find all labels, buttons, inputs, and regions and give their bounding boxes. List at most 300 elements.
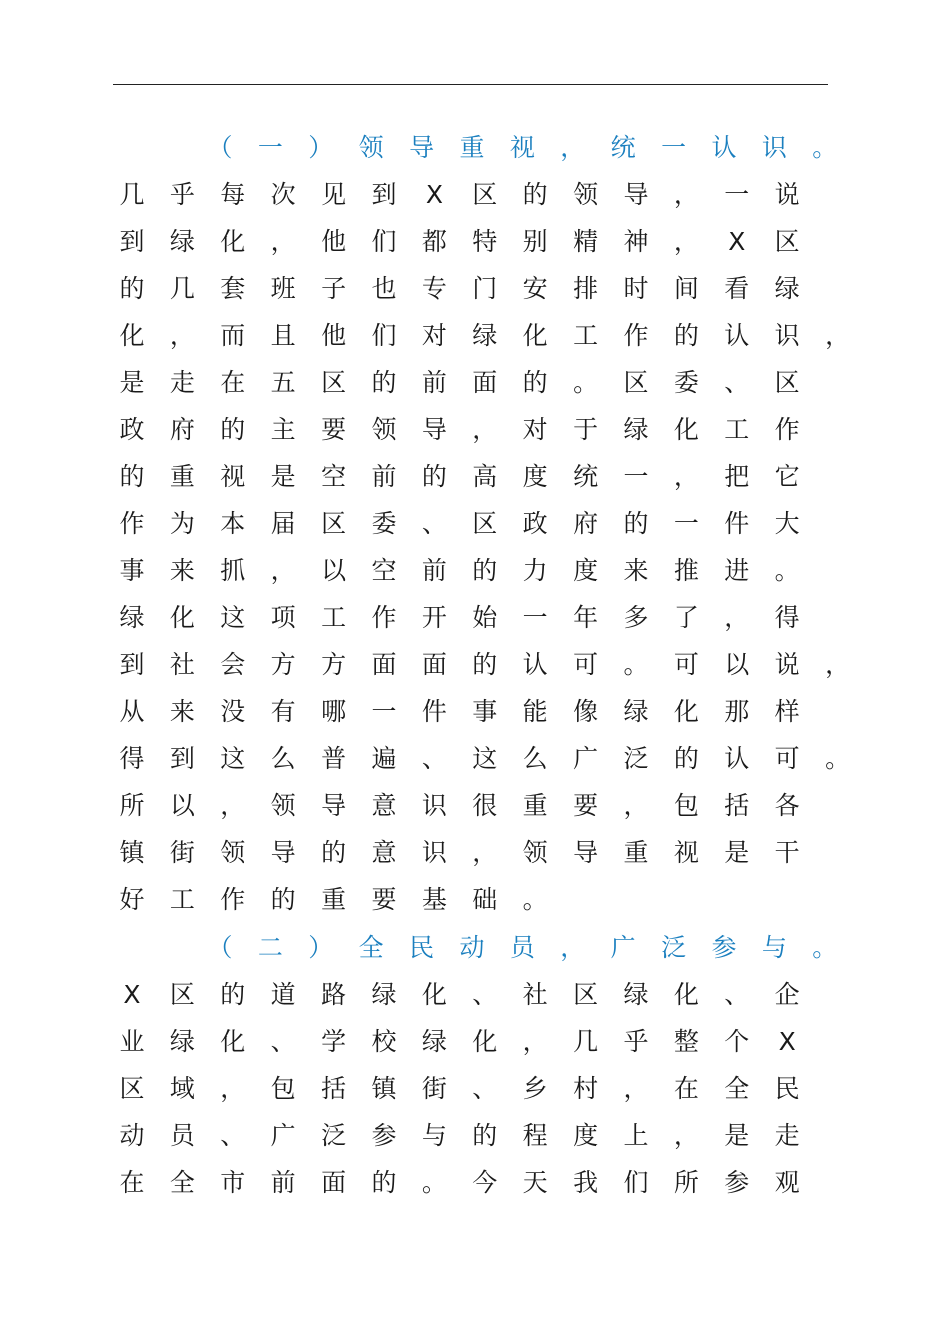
text-char: 天: [522, 1168, 548, 1197]
text-char: 员: [509, 933, 535, 962]
text-char: 区: [573, 980, 599, 1009]
text-char: 广: [270, 1121, 296, 1150]
text-char: 重: [321, 885, 347, 914]
text-char: 的: [270, 885, 296, 914]
text-char: 度: [573, 556, 599, 585]
text-char: 普: [321, 744, 347, 773]
text-char: 的: [371, 1168, 397, 1197]
text-char: 排: [573, 274, 599, 303]
text-char: 绿: [774, 274, 800, 303]
text-char: 每: [220, 180, 246, 209]
text-char: ，: [673, 180, 699, 209]
text-char: 们: [371, 227, 397, 256]
text-char: 主: [270, 415, 296, 444]
text-char: 乡: [522, 1074, 548, 1103]
text-char: 神: [623, 227, 649, 256]
text-char: 参: [371, 1121, 397, 1150]
text-char: 市: [220, 1168, 246, 1197]
text-char: （: [207, 933, 233, 962]
text-char: 区: [472, 180, 498, 209]
text-char: 化: [673, 697, 699, 726]
text-char: 了: [673, 603, 699, 632]
text-char: 作: [371, 603, 397, 632]
text-char: 工: [321, 603, 347, 632]
text-char: 面: [371, 650, 397, 679]
text-char: 泛: [661, 933, 687, 962]
text-char: 都: [421, 227, 447, 256]
text-char: 这: [472, 744, 498, 773]
text-char: 遍: [371, 744, 397, 773]
text-char: 绿: [421, 1027, 447, 1056]
text-char: 整: [673, 1027, 699, 1056]
text-char: 工: [573, 321, 599, 350]
text-char: 走: [169, 368, 195, 397]
text-char: 这: [220, 744, 246, 773]
text-char: 在: [673, 1074, 699, 1103]
text-char: 识: [421, 791, 447, 820]
text-char: 领: [358, 133, 384, 162]
text-char: 的: [472, 1121, 498, 1150]
text-char: 领: [573, 180, 599, 209]
text-char: 全: [724, 1074, 750, 1103]
text-char: 到: [119, 227, 145, 256]
text-char: 基: [421, 885, 447, 914]
text-char: 的: [220, 980, 246, 1009]
text-char: 面: [321, 1168, 347, 1197]
text-char: 没: [220, 697, 246, 726]
text-char: 街: [421, 1074, 447, 1103]
text-char: 二: [257, 933, 283, 962]
text-char: 是: [119, 368, 145, 397]
text-char: 全: [358, 933, 384, 962]
text-char: 政: [119, 415, 145, 444]
text-char: 区: [472, 509, 498, 538]
text-char: 的: [421, 462, 447, 491]
text-char: 可: [673, 650, 699, 679]
text-char: 说: [774, 650, 800, 679]
text-char: 村: [573, 1074, 599, 1103]
text-char: 绿: [169, 227, 195, 256]
text-char: ，: [825, 321, 851, 350]
text-char: ，: [560, 133, 586, 162]
text-char: 镇: [371, 1074, 397, 1103]
text-char: 度: [522, 462, 548, 491]
text-char: 导: [421, 415, 447, 444]
text-char: 为: [169, 509, 195, 538]
text-char: ，: [673, 227, 699, 256]
text-char: 泛: [623, 744, 649, 773]
text-char: 那: [724, 697, 750, 726]
text-char: 的: [472, 556, 498, 585]
text-char: 所: [673, 1168, 699, 1197]
text-char: 说: [774, 180, 800, 209]
text-char: 道: [270, 980, 296, 1009]
text-char: 会: [220, 650, 246, 679]
text-char: 在: [220, 368, 246, 397]
text-char: 员: [169, 1121, 195, 1150]
text-char: ，: [220, 1074, 246, 1103]
text-char: ，: [623, 791, 649, 820]
text-char: 认: [522, 650, 548, 679]
text-char: 从: [119, 697, 145, 726]
text-char: 进: [724, 556, 750, 585]
text-char: X: [123, 980, 141, 1009]
text-char: 特: [472, 227, 498, 256]
text-char: 于: [573, 415, 599, 444]
text-char: 子: [321, 274, 347, 303]
text-char: 的: [321, 838, 347, 867]
text-char: 套: [220, 274, 246, 303]
text-char: 业: [119, 1027, 145, 1056]
text-char: 绿: [472, 321, 498, 350]
text-char: 它: [774, 462, 800, 491]
text-char: 视: [673, 838, 699, 867]
text-char: 他: [321, 321, 347, 350]
text-char: ，: [472, 838, 498, 867]
text-char: 一: [371, 697, 397, 726]
text-char: 年: [573, 603, 599, 632]
text-char: 重: [522, 791, 548, 820]
text-char: 括: [724, 791, 750, 820]
text-char: 认: [724, 744, 750, 773]
text-char: 精: [573, 227, 599, 256]
text-char: 前: [270, 1168, 296, 1197]
text-char: 到: [371, 180, 397, 209]
text-char: 导: [573, 838, 599, 867]
text-char: 一: [257, 133, 283, 162]
text-char: 府: [169, 415, 195, 444]
text-char: 绿: [169, 1027, 195, 1056]
text-char: 区: [774, 227, 800, 256]
text-char: 区: [774, 368, 800, 397]
text-char: ，: [522, 1027, 548, 1056]
text-char: 么: [522, 744, 548, 773]
text-char: 校: [371, 1027, 397, 1056]
text-char: 化: [421, 980, 447, 1009]
text-char: 好: [119, 885, 145, 914]
text-char: 面: [472, 368, 498, 397]
text-char: 作: [623, 321, 649, 350]
text-char: ）: [308, 933, 334, 962]
text-char: 多: [623, 603, 649, 632]
text-char: 度: [573, 1121, 599, 1150]
text-char: 面: [421, 650, 447, 679]
text-char: 方: [270, 650, 296, 679]
text-char: 、: [421, 744, 447, 773]
text-char: 路: [321, 980, 347, 1009]
text-char: ，: [825, 650, 851, 679]
text-char: 化: [119, 321, 145, 350]
text-char: 意: [371, 838, 397, 867]
text-char: 是: [270, 462, 296, 491]
text-char: 五: [270, 368, 296, 397]
text-char: 导: [321, 791, 347, 820]
text-char: 。: [812, 133, 838, 162]
text-char: 得: [774, 603, 800, 632]
text-char: 意: [371, 791, 397, 820]
text-char: 的: [119, 462, 145, 491]
text-char: 大: [774, 509, 800, 538]
text-char: 要: [573, 791, 599, 820]
text-char: 门: [472, 274, 498, 303]
text-char: 事: [472, 697, 498, 726]
text-char: 领: [522, 838, 548, 867]
text-char: 领: [371, 415, 397, 444]
text-char: 来: [169, 556, 195, 585]
text-char: 空: [371, 556, 397, 585]
text-char: 区: [623, 368, 649, 397]
text-char: 、: [421, 509, 447, 538]
text-char: 可: [573, 650, 599, 679]
text-char: 届: [270, 509, 296, 538]
text-char: 的: [673, 321, 699, 350]
text-char: 几: [119, 180, 145, 209]
text-char: 样: [774, 697, 800, 726]
text-char: 件: [421, 697, 447, 726]
text-char: 项: [270, 603, 296, 632]
text-char: 他: [321, 227, 347, 256]
text-char: 件: [724, 509, 750, 538]
text-char: 能: [522, 697, 548, 726]
text-char: ，: [270, 227, 296, 256]
text-char: 绿: [623, 415, 649, 444]
text-char: 今: [472, 1168, 498, 1197]
text-char: 政: [522, 509, 548, 538]
text-char: 么: [270, 744, 296, 773]
text-char: 很: [472, 791, 498, 820]
text-char: 视: [509, 133, 535, 162]
text-char: 与: [421, 1121, 447, 1150]
text-char: 看: [724, 274, 750, 303]
text-char: 统: [573, 462, 599, 491]
text-char: ，: [623, 1074, 649, 1103]
text-char: 作: [220, 885, 246, 914]
text-char: 区: [169, 980, 195, 1009]
text-char: 别: [522, 227, 548, 256]
header-rule: [113, 84, 828, 85]
text-char: 导: [270, 838, 296, 867]
text-char: 包: [270, 1074, 296, 1103]
text-char: 有: [270, 697, 296, 726]
text-char: 抓: [220, 556, 246, 585]
text-char: 化: [673, 415, 699, 444]
text-char: 、: [270, 1027, 296, 1056]
text-char: 要: [371, 885, 397, 914]
text-char: 这: [220, 603, 246, 632]
text-char: 民: [409, 933, 435, 962]
text-char: 识: [421, 838, 447, 867]
text-char: 广: [610, 933, 636, 962]
text-char: 委: [371, 509, 397, 538]
text-char: 、: [472, 1074, 498, 1103]
text-char: 动: [119, 1121, 145, 1150]
text-char: 一: [623, 462, 649, 491]
text-char: 空: [321, 462, 347, 491]
text-char: 包: [673, 791, 699, 820]
text-char: 班: [270, 274, 296, 303]
text-char: 推: [673, 556, 699, 585]
text-char: 到: [119, 650, 145, 679]
text-char: ）: [308, 133, 334, 162]
text-char: 府: [573, 509, 599, 538]
text-char: X: [778, 1027, 796, 1056]
text-char: ，: [472, 415, 498, 444]
text-char: 作: [774, 415, 800, 444]
text-char: 以: [724, 650, 750, 679]
text-char: ，: [673, 462, 699, 491]
text-char: 。: [421, 1168, 447, 1197]
text-char: 化: [673, 980, 699, 1009]
text-char: 间: [673, 274, 699, 303]
text-char: 的: [522, 180, 548, 209]
text-char: 事: [119, 556, 145, 585]
text-char: 参: [724, 1168, 750, 1197]
text-char: 绿: [623, 980, 649, 1009]
text-char: 是: [724, 838, 750, 867]
text-char: 的: [522, 368, 548, 397]
text-char: 识: [774, 321, 800, 350]
text-char: 础: [472, 885, 498, 914]
text-char: 专: [421, 274, 447, 303]
text-char: 工: [724, 415, 750, 444]
text-char: 重: [623, 838, 649, 867]
text-char: 的: [472, 650, 498, 679]
text-char: 干: [774, 838, 800, 867]
text-char: 前: [371, 462, 397, 491]
text-char: 要: [321, 415, 347, 444]
text-char: 。: [825, 744, 851, 773]
text-char: 绿: [623, 697, 649, 726]
text-char: 的: [220, 415, 246, 444]
text-char: 参: [711, 933, 737, 962]
text-char: X: [728, 227, 746, 256]
text-char: 委: [673, 368, 699, 397]
text-char: 。: [573, 368, 599, 397]
text-char: 化: [169, 603, 195, 632]
text-char: 括: [321, 1074, 347, 1103]
text-char: 一: [661, 133, 687, 162]
text-char: 上: [623, 1121, 649, 1150]
text-char: 来: [623, 556, 649, 585]
text-char: 时: [623, 274, 649, 303]
text-char: 安: [522, 274, 548, 303]
text-char: 前: [421, 556, 447, 585]
text-char: 的: [673, 744, 699, 773]
text-char: 走: [774, 1121, 800, 1150]
text-char: 方: [321, 650, 347, 679]
text-char: 哪: [321, 697, 347, 726]
text-char: 们: [623, 1168, 649, 1197]
text-char: 域: [169, 1074, 195, 1103]
text-char: 绿: [371, 980, 397, 1009]
text-char: 社: [169, 650, 195, 679]
text-char: 且: [270, 321, 296, 350]
text-char: 力: [522, 556, 548, 585]
text-char: 化: [220, 227, 246, 256]
text-char: 对: [421, 321, 447, 350]
text-char: 所: [119, 791, 145, 820]
text-char: 也: [371, 274, 397, 303]
text-char: 工: [169, 885, 195, 914]
text-char: 。: [522, 885, 548, 914]
text-char: ，: [270, 556, 296, 585]
text-char: 可: [774, 744, 800, 773]
text-char: 的: [119, 274, 145, 303]
text-char: 、: [472, 980, 498, 1009]
text-char: 始: [472, 603, 498, 632]
text-char: 像: [573, 697, 599, 726]
text-char: 一: [673, 509, 699, 538]
text-char: 前: [421, 368, 447, 397]
text-char: 在: [119, 1168, 145, 1197]
text-char: 全: [169, 1168, 195, 1197]
text-char: 开: [421, 603, 447, 632]
text-char: 本: [220, 509, 246, 538]
text-char: 个: [724, 1027, 750, 1056]
text-char: 见: [321, 180, 347, 209]
text-char: 。: [812, 933, 838, 962]
text-char: 重: [169, 462, 195, 491]
text-char: 作: [119, 509, 145, 538]
text-char: ，: [220, 791, 246, 820]
text-char: （: [207, 133, 233, 162]
text-char: 、: [220, 1121, 246, 1150]
text-char: 观: [774, 1168, 800, 1197]
text-char: 高: [472, 462, 498, 491]
text-char: 、: [724, 368, 750, 397]
text-char: 认: [724, 321, 750, 350]
text-char: 街: [169, 838, 195, 867]
text-char: 一: [522, 603, 548, 632]
text-char: 几: [169, 274, 195, 303]
text-char: ，: [169, 321, 195, 350]
text-char: 几: [573, 1027, 599, 1056]
text-char: 各: [774, 791, 800, 820]
text-char: 识: [761, 133, 787, 162]
text-char: 、: [724, 980, 750, 1009]
text-char: 企: [774, 980, 800, 1009]
text-char: 到: [169, 744, 195, 773]
text-char: 次: [270, 180, 296, 209]
text-char: 视: [220, 462, 246, 491]
text-char: 与: [761, 933, 787, 962]
text-char: 领: [220, 838, 246, 867]
text-char: 镇: [119, 838, 145, 867]
text-char: 是: [724, 1121, 750, 1150]
text-char: ，: [560, 933, 586, 962]
text-char: 泛: [321, 1121, 347, 1150]
text-char: 领: [270, 791, 296, 820]
text-char: 我: [573, 1168, 599, 1197]
text-char: 得: [119, 744, 145, 773]
text-char: 化: [220, 1027, 246, 1056]
text-char: 以: [169, 791, 195, 820]
text-char: 认: [711, 133, 737, 162]
text-char: 的: [623, 509, 649, 538]
text-char: 绿: [119, 603, 145, 632]
text-char: 化: [522, 321, 548, 350]
text-char: ，: [673, 1121, 699, 1150]
text-char: ，: [724, 603, 750, 632]
text-char: 乎: [623, 1027, 649, 1056]
text-char: 统: [610, 133, 636, 162]
text-char: 社: [522, 980, 548, 1009]
text-char: 程: [522, 1121, 548, 1150]
text-char: 而: [220, 321, 246, 350]
text-char: 区: [321, 368, 347, 397]
text-char: 以: [321, 556, 347, 585]
text-char: 。: [623, 650, 649, 679]
